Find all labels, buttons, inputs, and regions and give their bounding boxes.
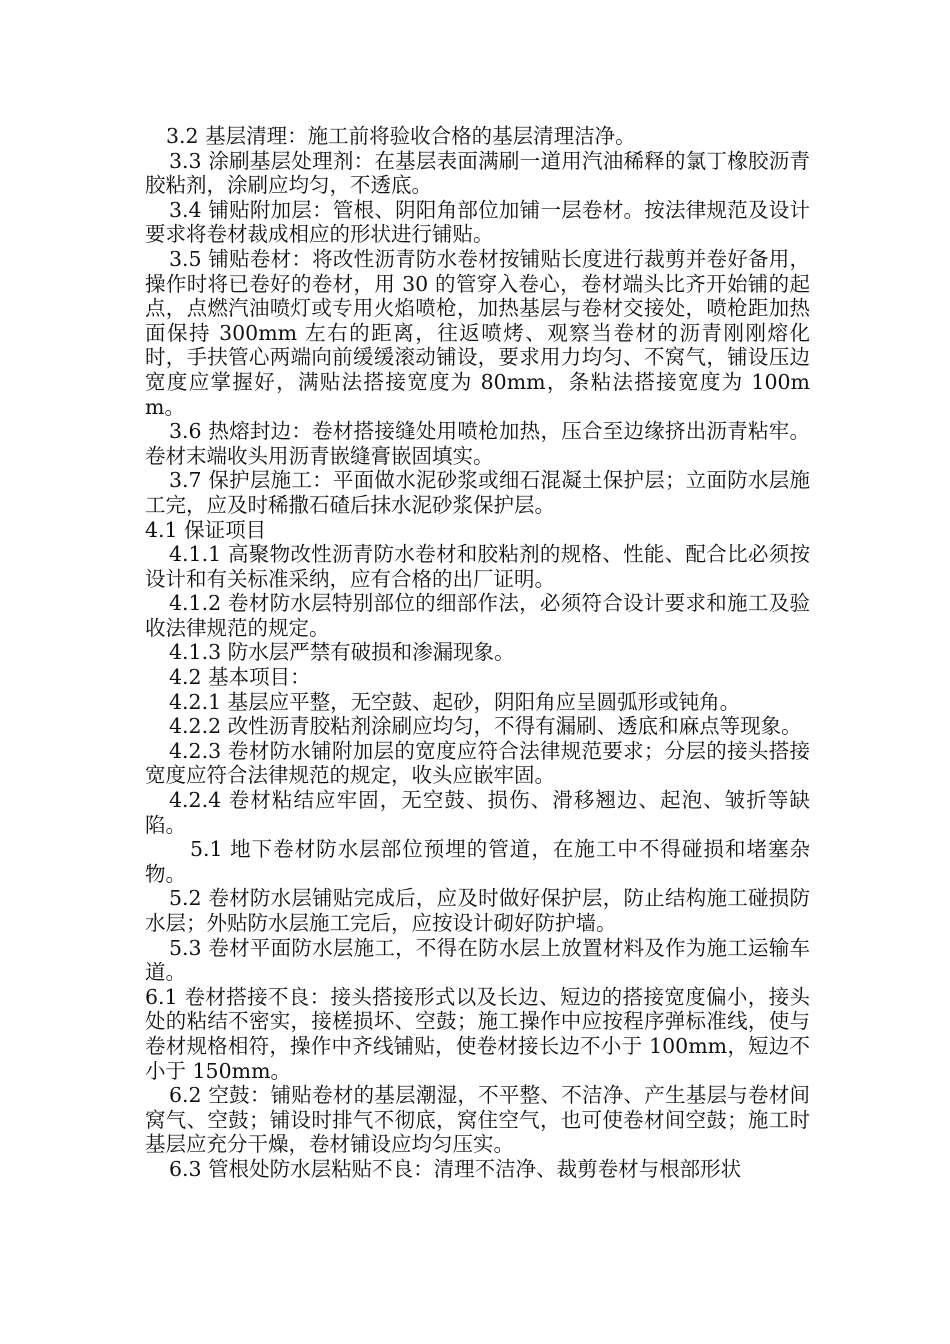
paragraph-4-1-2: 4.1.2 卷材防水层特别部位的细部作法，必须符合设计要求和施工及验收法律规范的规定。 <box>145 591 810 640</box>
paragraph-5-1: 5.1 地下卷材防水层部位预埋的管道，在施工中不得碰损和堵塞杂物。 <box>145 837 810 886</box>
paragraph-6-1: 6.1 卷材搭接不良：接头搭接形式以及长边、短边的搭接宽度偏小，接头处的粘结不密实，接槎损坏、空鼓；施工操作中应按程序弹标准线，使与卷材规格相符，操作中齐线铺贴，使卷材接长边不小于 100mm，短边不小于 150mm。 <box>145 984 810 1083</box>
paragraph-4-2-4: 4.2.4 卷材粘结应牢固，无空鼓、损伤、滑移翘边、起泡、皱折等缺陷。 <box>145 788 810 837</box>
paragraph-4-1: 4.1 保证项目 <box>145 517 267 542</box>
paragraph-4-2-2: 4.2.2 改性沥青胶粘剂涂刷应均匀，不得有漏刷、透底和麻点等现象。 <box>169 714 802 739</box>
paragraph-4-1-3: 4.1.3 防水层严禁有破损和渗漏现象。 <box>169 640 515 665</box>
paragraph-6-3: 6.3 管根处防水层粘贴不良：清理不洁净、裁剪卷材与根部形状 <box>169 1156 742 1181</box>
paragraph-4-2-1: 4.2.1 基层应平整，无空鼓、起砂，阴阳角应呈圆弧形或钝角。 <box>169 689 741 714</box>
paragraph-3-3: 3.3 涂刷基层处理剂：在基层表面满刷一道用汽油稀释的氯丁橡胶沥青胶粘剂，涂刷应均匀，不透底。 <box>145 148 810 198</box>
paragraph-3-4: 3.4 铺贴附加层：管根、阴阳角部位加铺一层卷材。按法律规范及设计要求将卷材裁成相应的形状进行铺贴。 <box>145 197 810 247</box>
paragraph-6-2: 6.2 空鼓：铺贴卷材的基层潮湿，不平整、不洁净、产生基层与卷材间窝气、空鼓；铺设时排气不彻底，窝住空气，也可使卷材间空鼓；施工时基层应充分干燥，卷材铺设应均匀压实。 <box>145 1083 810 1157</box>
paragraph-4-2: 4.2 基本项目： <box>169 665 311 690</box>
paragraph-3-5: 3.5 铺贴卷材：将改性沥青防水卷材按铺贴长度进行裁剪并卷好备用，操作时将已卷好的卷材，用 30 的管穿入卷心，卷材端头比齐开始铺的起点，点燃汽油喷灯或专用火焰喷枪，加热基层与卷材交接处，喷枪距加热面保持 300mm 左右的距离，往返喷烤、观察当卷材的沥青刚刚熔化时，手扶管心两端向前缓缓滚动铺设，要求用力均匀、不窝气，铺设压边宽度应掌握好，满贴法搭接宽度为 80mm，条粘法搭接宽度为 100mm。 <box>145 246 810 419</box>
paragraph-5-3: 5.3 卷材平面防水层施工，不得在防水层上放置材料及作为施工运输车道。 <box>145 935 810 985</box>
document-body <box>145 124 810 1182</box>
paragraph-4-1-1: 4.1.1 高聚物改性沥青防水卷材和胶粘剂的规格、性能、配合比必须按设计和有关标准采纳，应有合格的出厂证明。 <box>145 542 810 591</box>
paragraph-3-6: 3.6 热熔封边：卷材搭接缝处用喷枪加热，压合至边缘挤出沥青粘牢。卷材末端收头用沥青嵌缝膏嵌固填实。 <box>145 419 810 468</box>
paragraph-5-2: 5.2 卷材防水层铺贴完成后，应及时做好保护层，防止结构施工碰损防水层；外贴防水层施工完后，应按设计砌好防护墙。 <box>145 886 810 935</box>
paragraph-4-2-3: 4.2.3 卷材防水铺附加层的宽度应符合法律规范要求；分层的接头搭接宽度应符合法律规范的规定，收头应嵌牢固。 <box>145 738 810 788</box>
paragraph-3-7: 3.7 保护层施工：平面做水泥砂浆或细石混凝土保护层；立面防水层施工完，应及时稀撒石碴后抹水泥砂浆保护层。 <box>145 468 810 517</box>
paragraph-3-2: 3.2 基层清理：施工前将验收合格的基层清理洁净。 <box>166 124 636 148</box>
